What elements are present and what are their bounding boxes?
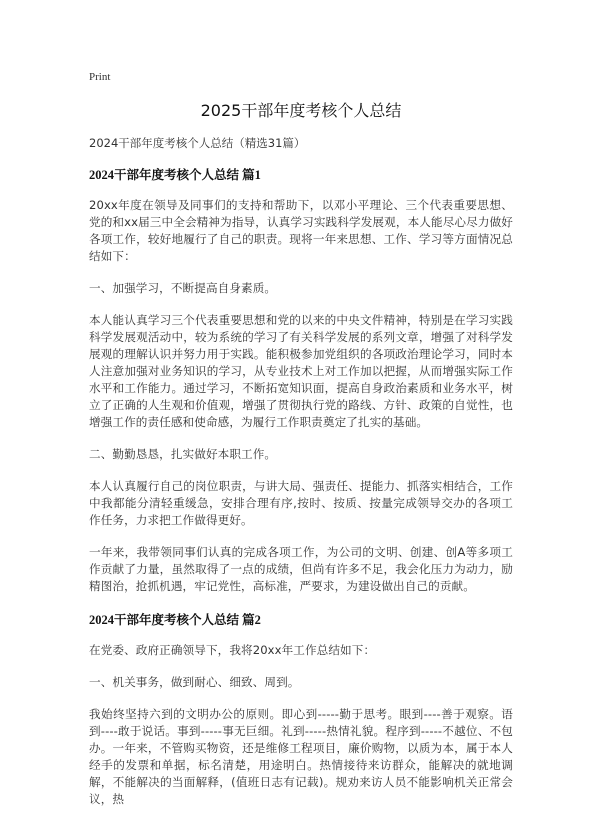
paragraph: 本人认真履行自己的岗位职责，与讲大局、强责任、提能力、抓落实相结合，工作中我都能分清轻重缓急，安排合理有序,按时、按质、按量完成领导交办的各项工作任务，力求把工作做得更好。 <box>89 479 513 527</box>
paragraph: 20xx年度在领导及同事们的支持和帮助下，以邓小平理论、三个代表重要思想、党的和xx届三中全会精神为指导，认真学习实践科学发展观，本人能尽心尽力做好各项工作，较好地履行了自己的职责。现将一年来思想、工作、学习等方面情况总结如下： <box>89 198 513 263</box>
document-subtitle: 2024干部年度考核个人总结（精选31篇） <box>89 136 306 150</box>
document-content <box>89 98 513 823</box>
paragraph: 一年来，我带领同事们认真的完成各项工作，为公司的文明、创建、创A等多项工作贡献了力量，虽然取得了一点的成绩，但尚有许多不足，我会化压力为动力，励精图治，抢抓机遇，牢记党性，高标准，严要求，为建设做出自己的贡献。 <box>89 545 513 593</box>
paragraph: 我始终坚持六到的文明办公的原则。即心到-----勤于思考。眼到----善于观察。语到----敢于说话。事到-----事无巨细。礼到-----热情礼貌。程序到-----不越位、不包办。一年来，不管购买物资，还是维修工程项目，廉价购物，以质为本，属于本人经手的发票和单据，标名清楚，用途明白。热情接待来访群众，能解决的就地调解，不能解决的当面解释，(值班日志有记载)。规劝来访人员不能影响机关正常会议，热 <box>89 707 513 806</box>
section-heading-2: 2024干部年度考核个人总结 篇2 <box>89 613 261 627</box>
paragraph: 在党委、政府正确领导下，我将20xx年工作总结如下： <box>89 643 376 657</box>
paragraph: 一、机关事务，做到耐心、细致、周到。 <box>89 675 300 689</box>
paragraph: 一、加强学习，不断提高自身素质。 <box>89 281 277 295</box>
print-label[interactable]: Print <box>89 71 111 83</box>
paragraph: 本人能认真学习三个代表重要思想和党的以来的中央文件精神，特别是在学习实践科学发展观活动中，较为系统的学习了有关科学发展的系列文章，增强了对科学发展观的理解认识并努力用于实践。能积极参加党组织的各项政治理论学习，同时本人注意加强对业务知识的学习，从专业技术上对工作加以把握，从而增强实际工作水平和工作能力。通过学习，不断拓宽知识面，提高自身政治素质和业务水平，树立了正确的人生观和价值观，增强了贯彻执行党的路线、方针、政策的自觉性，也增强工作的责任感和使命感，为履行工作职责奠定了扎实的基础。 <box>89 313 513 429</box>
section-heading-1: 2024干部年度考核个人总结 篇1 <box>89 168 261 182</box>
paragraph: 二、勤勤恳恳，扎实做好本职工作。 <box>89 447 277 461</box>
page-title: 2025干部年度考核个人总结 <box>200 101 402 120</box>
